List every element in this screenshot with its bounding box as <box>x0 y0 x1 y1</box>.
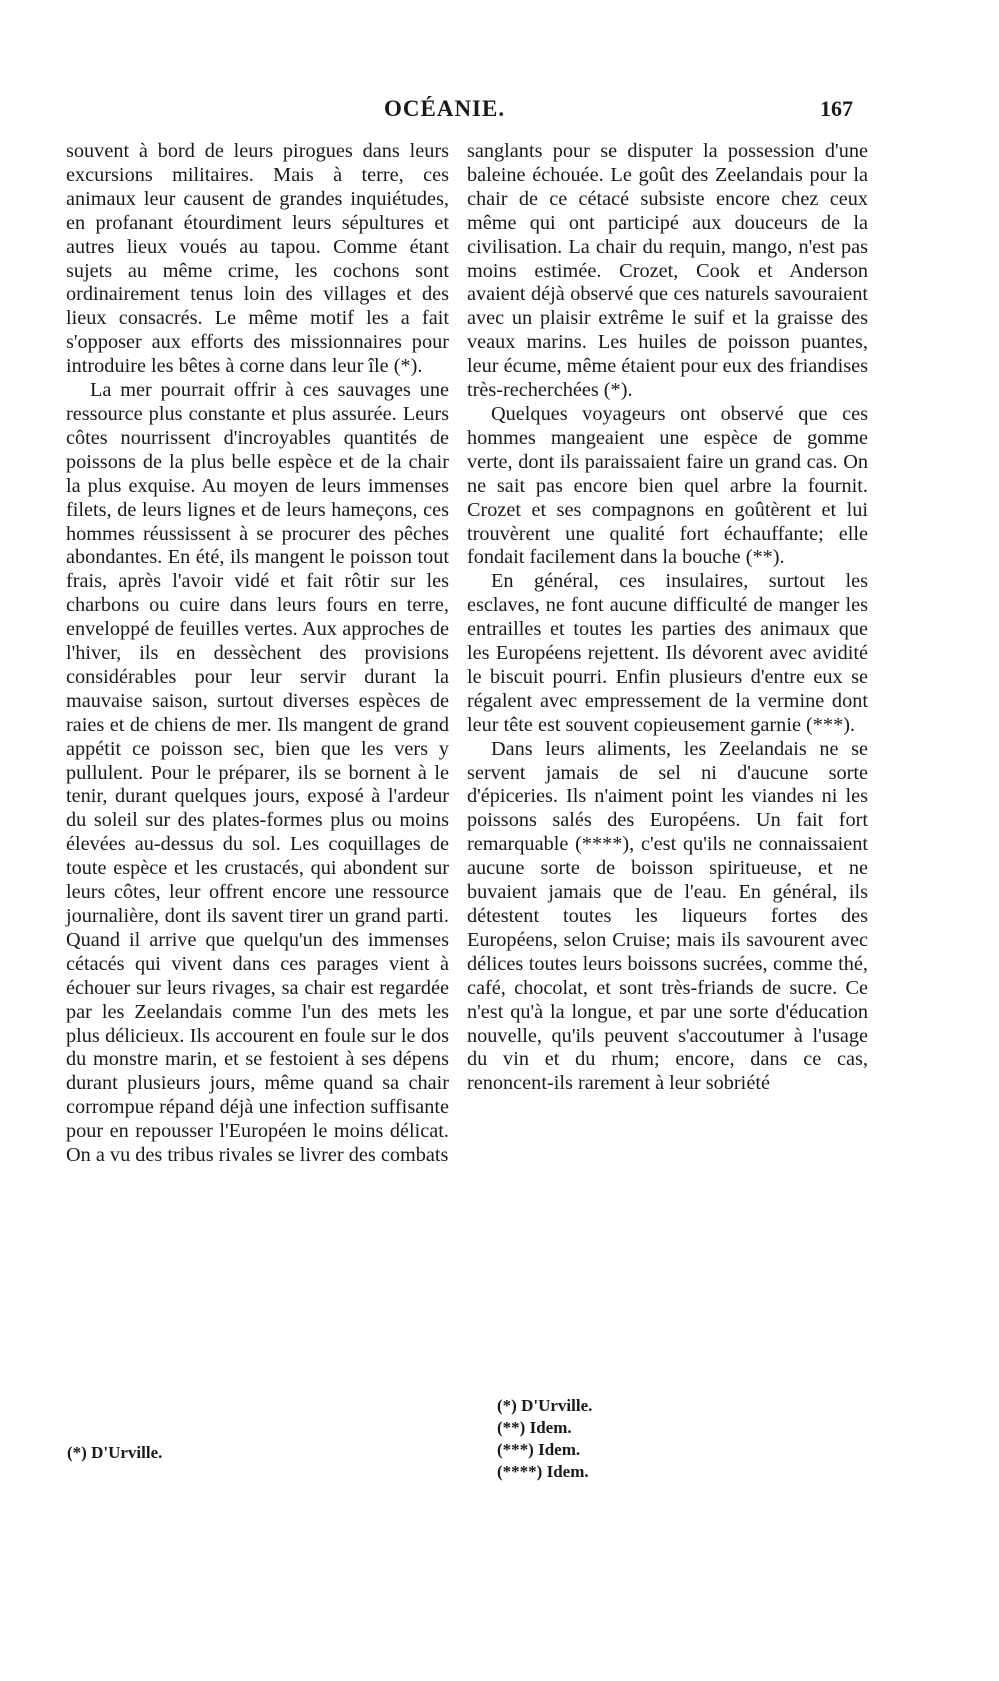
running-title: OCÉANIE. <box>384 96 506 121</box>
footnote: (****) Idem. <box>497 1462 589 1481</box>
paragraph: La mer pourrait offrir à ces sauvages une ressource plus constante et plus assurée. Leurs côtes nourrissent d'incroyables quantités de poissons de la plus belle espèce et de la chair la plus exquise. Au moyen de leurs immenses filets, de leurs lignes et de leurs hameçons, ces hommes réussissent à se procurer des pêches abondantes. En été, ils mangent le poisson tout frais, après l'avoir vidé et fait rôtir sur les charbons ou cuire dans leurs fours en terre, enveloppé de feuilles vertes. Aux approches de l'hiver, ils en dessèchent des provisions considérables pour leur servir durant la mauvaise saison, surtout diverses espèces de raies et de chiens de mer. Ils mangent de grand appétit ce poisson sec, bien que les vers y pullulent. Pour le préparer, ils se bornent à le tenir, durant quelques jours, exposé à l'ardeur du soleil sur des plates-formes plus ou moins élevées au-dessus du sol. Les coquillages de toute espèce et les crustacés, qui abondent sur leurs côtes, leur offrent encore une ressource journalière, dont ils savent tirer un grand parti. Quand il arrive que quelqu'un des immenses cétacés qui vivent dans ces parages vient à échouer sur leurs rivages, sa chair est regardée par les Zeelandais comme l'un des mets les plus délicieux. Ils accourent en foule sur le dos du monstre marin, et se festoient à ses dépens durant plusieurs jours, même quand sa chair corrompue répand déjà une infection suffisante pour en repousser l'Européen le moins délicat. On a vu des tribus rivales se livrer des combats <box>66 379 449 1167</box>
paragraph: souvent à bord de leurs pirogues dans leurs excursions militaires. Mais à terre, ces animaux leur causent de grandes inquiétudes, en profanant étourdiment leurs sépultures et autres lieux voués au tapou. Comme étant sujets au même crime, les cochons sont ordinairement tenus loin des villages et des lieux consacrés. Le même motif les a fait s'opposer aux efforts des missionnaires pour introduire les bêtes à corne dans leur île (*). <box>66 140 449 378</box>
footnote: (*) D'Urville. <box>497 1396 593 1415</box>
footnote: (**) Idem. <box>497 1418 572 1437</box>
right-column <box>467 140 868 1096</box>
paragraph: Dans leurs aliments, les Zeelandais ne se servent jamais de sel ni d'aucune sorte d'épiceries. Ils n'aiment point les viandes ni les poissons salés des Européens. Un fait fort remarquable (****), c'est qu'ils ne connaissaient aucune sorte de boisson spiritueuse, et ne buvaient jamais que de l'eau. En général, ils détestent toutes les liqueurs fortes des Européens, selon Cruise; mais ils savourent avec délices toutes leurs boissons sucrées, comme thé, café, chocolat, et sont très-friands de sucre. Ce n'est qu'à la longue, et par une sorte d'éducation nouvelle, qu'ils peuvent s'accoutumer à l'usage du vin et du rhum; encore, dans ce cas, renoncent-ils rarement à leur sobriété <box>467 737 868 1095</box>
footnotes-left <box>67 1442 162 1464</box>
page-header <box>0 96 999 126</box>
footnote: (***) Idem. <box>497 1440 581 1459</box>
paragraph: Quelques voyageurs ont observé que ces hommes mangeaient une espèce de gomme verte, dont ils paraissaient faire un grand cas. On ne sait pas encore bien quel arbre la fournit. Crozet et ses compagnons en goûtèrent et lui trouvèrent une qualité fort échauffante; elle fondait facilement dans la bouche (**). <box>467 402 868 569</box>
footnote: (*) D'Urville. <box>67 1443 163 1462</box>
left-column <box>66 140 449 1168</box>
paragraph: sanglants pour se disputer la possession d'une baleine échouée. Le goût des Zeelandais pour la chair de ce cétacé subsiste encore chez ceux même qui ont participé aux douceurs de la civilisation. La chair du requin, mango, n'est pas moins estimée. Crozet, Cook et Anderson avaient déjà observé que ces naturels savouraient avec un plaisir extrême le suif et la graisse des veaux marins. Les huiles de poisson puantes, leur écume, même étaient pour eux des friandises très-recherchées (*). <box>467 140 868 402</box>
page-number: 167 <box>820 96 853 121</box>
paragraph: En général, ces insulaires, surtout les esclaves, ne font aucune difficulté de manger les entrailles et toutes les parties des animaux que les Européens rejettent. Ils dévorent avec avidité le biscuit pourri. Enfin plusieurs d'entre eux se régalent avec empressement de la vermine dont leur tête est souvent copieusement garnie (***). <box>467 570 868 736</box>
footnotes-right <box>497 1395 592 1483</box>
